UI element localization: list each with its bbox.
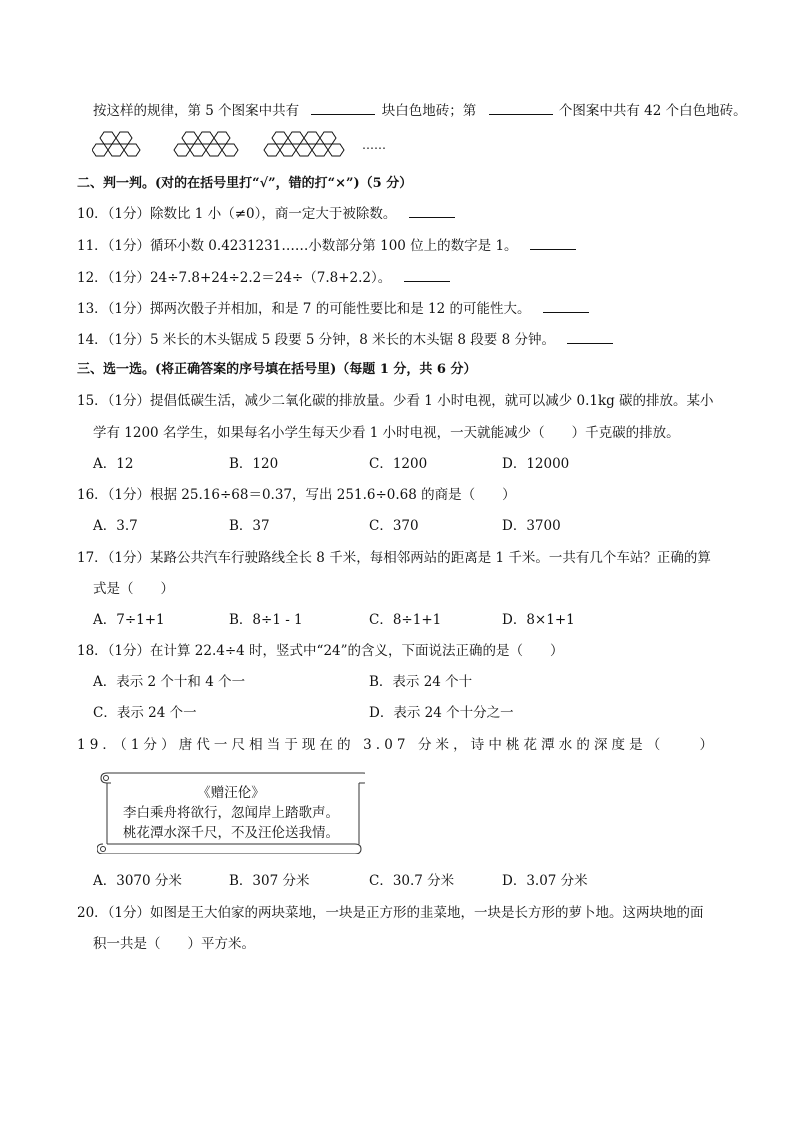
q18-option-b[interactable]: B．表示 24 个十 [369,674,473,690]
q19-option-a[interactable]: A．3070 分米 [93,873,182,889]
q17-option-d[interactable]: D．8×1+1 [502,612,575,628]
q16-option-a[interactable]: A．3.7 [93,518,138,534]
poem-scroll [97,770,365,854]
poem-line-2: 桃花潭水深千尺，不及汪伦送我情。 [123,825,339,841]
q17-line-1: 17．（1分）某路公共汽车行驶路线全长 8 千米，每相邻两站的距离是 1 千米。一共有几个车站？正确的算 [77,550,711,566]
q19-line-1: 19．（1分）唐代一尺相当于现在的 3.07 分米，诗中桃花潭水的深度是（ ） [77,737,718,753]
q20-line-1: 20．（1分）如图是王大伯家的两块菜地，一块是正方形的韭菜地，一块是长方形的萝卜地。这两块地的面 [77,905,704,921]
q18-option-a[interactable]: A．表示 2 个十和 4 个一 [93,674,246,690]
q10 [77,206,457,222]
q16-line-1: 16．（1分）根据 25.16÷68＝0.37，写出 251.6÷0.68 的商是（ ） [77,487,516,503]
q14-text: 14．（1分）5 米长的木头锯成 5 段要 5 分钟，8 米长的木头锯 8 段要 8 分钟。 [77,332,555,348]
section2-heading: 二、判一判。(对的在括号里打“√”，错的打“×”)（5 分） [77,176,413,191]
section3-heading: 三、选一选。(将正确答案的序号填在括号里)（每题 1 分，共 6 分） [77,362,477,377]
q16-option-d[interactable]: D．3700 [502,518,561,534]
pattern-ellipsis: …… [362,138,386,152]
q14-answer-blank[interactable] [567,332,613,344]
q19-option-c[interactable]: C．30.7 分米 [369,873,455,889]
q17-option-b[interactable]: B．8÷1 - 1 [229,612,303,628]
q15-option-d[interactable]: D．12000 [502,456,570,472]
q19-option-d[interactable]: D．3.07 分米 [502,873,588,889]
q16-option-b[interactable]: B．37 [229,518,270,534]
hexagon-patterns [92,128,392,164]
poem-line-1: 李白乘舟将欲行，忽闻岸上踏歌声。 [123,805,339,821]
q17-option-a[interactable]: A．7÷1+1 [93,612,165,628]
q15-line-1: 15．（1分）提倡低碳生活，减少二氧化碳的排放量。少看 1 小时电视，就可以减少 0.1kg 碳的排放。某小 [77,393,714,409]
q11-text: 11．（1分）循环小数 0.4231231……小数部分第 100 位上的数字是 1。 [77,238,518,254]
q18-line-1: 18．（1分）在计算 22.4÷4 时，竖式中“24”的含义，下面说法正确的是（ ） [77,643,564,659]
q17-line-2: 式是（ ） [93,581,174,597]
q20-line-2: 积一共是（ ）平方米。 [93,936,255,952]
q10-text: 10．（1分）除数比 1 小（≠0），商一定大于被除数。 [77,206,397,222]
q15-option-b[interactable]: B．120 [229,456,279,472]
hexagon-pattern-3 [264,132,344,156]
q18-option-c[interactable]: C．表示 24 个一 [93,705,197,721]
q9-blank-1[interactable] [311,103,375,115]
q9-text-b: 块白色地砖；第 [381,103,477,119]
q10-answer-blank[interactable] [409,206,455,218]
q19-option-b[interactable]: B．307 分米 [229,873,310,889]
q12 [77,270,452,286]
hexagon-pattern-2 [174,132,238,156]
q9-blank-2[interactable] [489,103,553,115]
q13-text: 13．（1分）掷两次骰子并相加，和是 7 的可能性要比和是 12 的可能性大。 [77,301,531,317]
q13 [77,301,591,317]
poem-title: 《赠汪伦》 [197,785,265,801]
hexagon-pattern-1 [92,132,140,156]
q17-option-c[interactable]: C．8÷1+1 [369,612,442,628]
q9-line [93,103,747,119]
q9-text-c: 个图案中共有 42 个白色地砖。 [558,103,747,119]
q12-text: 12．（1分）24÷7.8+24÷2.2＝24÷（7.8+2.2）。 [77,270,392,286]
q15-option-a[interactable]: A．12 [93,456,134,472]
q16-option-c[interactable]: C．370 [369,518,419,534]
q18-option-d[interactable]: D．表示 24 个十分之一 [369,705,514,721]
q12-answer-blank[interactable] [404,270,450,282]
q15-line-2: 学有 1200 名学生，如果每名小学生每天少看 1 小时电视，一天就能减少（ ）千克碳的排放。 [93,425,680,441]
q13-answer-blank[interactable] [543,301,589,313]
q15-option-c[interactable]: C．1200 [369,456,428,472]
q11 [77,238,578,254]
q14 [77,332,615,348]
q9-text-a: 按这样的规律，第 5 个图案中共有 [93,103,300,119]
q11-answer-blank[interactable] [530,238,576,250]
